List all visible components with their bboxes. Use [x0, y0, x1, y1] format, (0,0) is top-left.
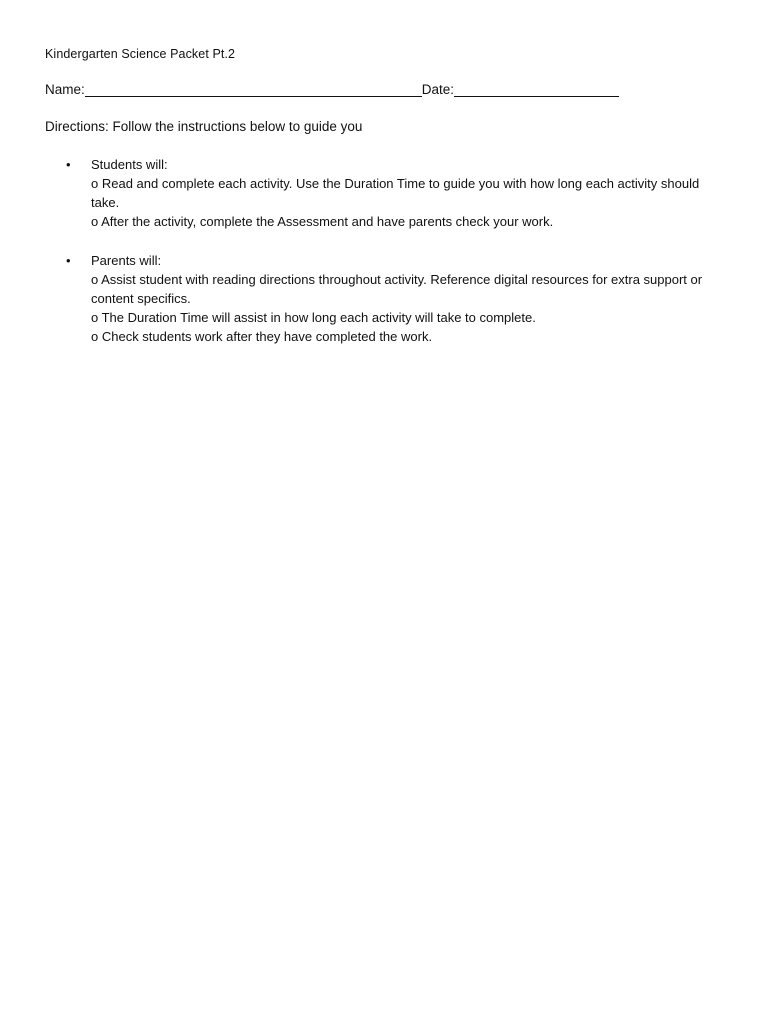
students-content [91, 155, 721, 231]
parents-content [91, 251, 721, 346]
parents-item-duration: o The Duration Time will assist in how long each activity will take to complete. [91, 310, 536, 325]
directions-text: Directions: Follow the instructions below to guide you [45, 119, 363, 134]
date-blank-line [454, 82, 619, 97]
parents-item-assist: o Assist student with reading directions throughout activity. Reference digital resources for extra support or content specifics. [91, 272, 703, 306]
document-title: Kindergarten Science Packet Pt.2 [45, 47, 236, 61]
name-blank-line [85, 82, 422, 97]
date-label: Date: [421, 82, 455, 97]
students-item-assessment: o After the activity, complete the Assessment and have parents check your work. [91, 214, 554, 229]
name-date-row [45, 82, 619, 97]
students-heading: Students will: [91, 157, 168, 172]
bullet-icon: • [66, 157, 71, 172]
bullet-icon: • [66, 253, 71, 268]
parents-item-check: o Check students work after they have completed the work. [91, 329, 433, 344]
students-item-read: o Read and complete each activity. Use the Duration Time to guide you with how long each activity should take. [91, 176, 700, 210]
name-label: Name: [45, 82, 85, 97]
parents-heading: Parents will: [91, 253, 162, 268]
